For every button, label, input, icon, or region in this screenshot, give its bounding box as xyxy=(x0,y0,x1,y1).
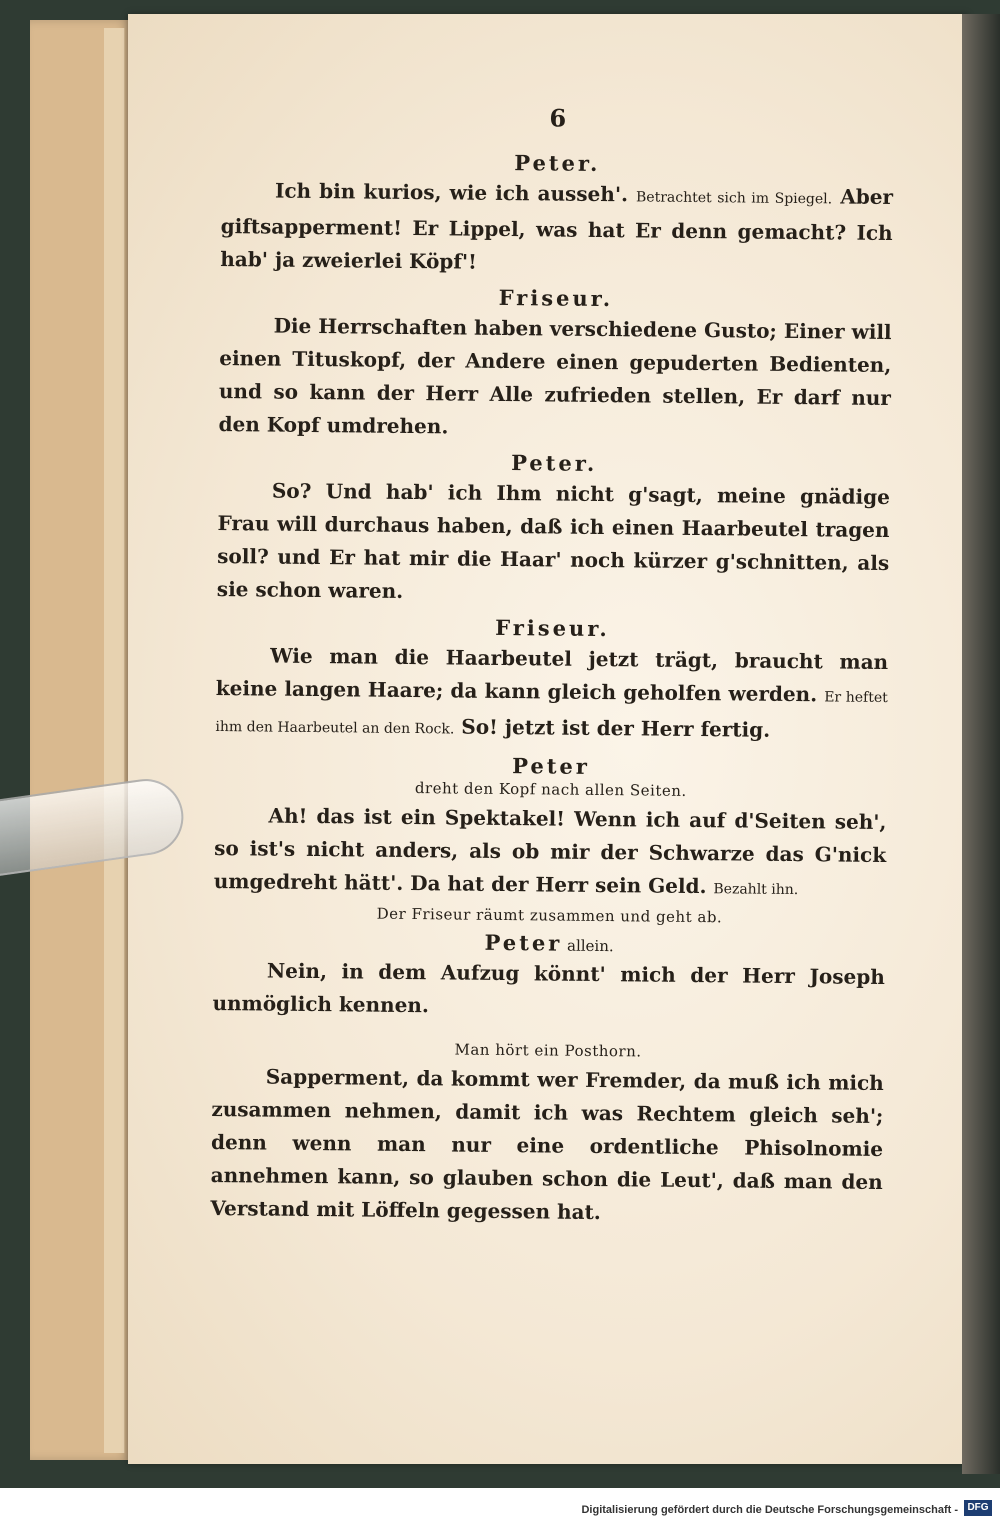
page-stack-edge xyxy=(104,28,125,1453)
dialogue-paragraph: Die Herrschaften haben verschiedene Gusto; Einer will einen Tituskopf, der Andere einen gepuderten Bedienten, und so kann der Herr Alle zufrieden stellen, Er darf nur den Kopf umdrehen. xyxy=(218,313,892,439)
page-content xyxy=(210,100,894,1232)
dialogue-paragraph: Nein, in dem Aufzug könnt' mich der Herr Joseph unmöglich kennen. xyxy=(212,958,885,1018)
speaker-heading: Peter. xyxy=(514,150,601,176)
inline-stage-direction: Bezahlt ihn. xyxy=(713,881,799,899)
dialogue-paragraph: Ich bin kurios, wie ich ausseh'. Betrachtet sich im Spiegel. Aber giftsapperment! Er Lippel, was hat Er denn gemacht? Ich hab' ja zweierlei Köpf'! xyxy=(220,178,894,274)
page-shadow xyxy=(962,14,1000,1474)
speaker-heading: Friseur. xyxy=(498,284,614,312)
page-number: 6 xyxy=(549,103,567,133)
play-text xyxy=(210,147,893,1232)
dfg-logo: DFG xyxy=(964,1500,992,1516)
speaker-heading: Friseur. xyxy=(495,614,610,642)
inline-stage-direction: Betrachtet sich im Spiegel. xyxy=(635,189,833,208)
stage-direction: Man hört ein Posthorn. xyxy=(454,1040,642,1061)
digitization-credit: Digitalisierung gefördert durch die Deutsche Forschungsgemeinschaft - xyxy=(581,1504,958,1516)
dialogue-paragraph: Wie man die Haarbeutel jetzt trägt, braucht man keine langen Haare; da kann gleich geholfen werden. Er heftet ihm den Haarbeutel an den Rock. So! jetzt ist der Herr fertig. xyxy=(215,643,889,742)
dialogue-paragraph: Sapperment, da kommt wer Fremder, da muß ich mich zusammen nehmen, damit ich was Rechtem gleich seh'; denn wenn man nur eine ordentliche Phisolnomie annehmen kann, so glauben schon die Leut', daß man den Verstand mit Löffeln gegessen hat. xyxy=(210,1064,884,1225)
speaker-heading: Peter allein. xyxy=(484,929,614,956)
stage-direction: Der Friseur räumt zusammen und geht ab. xyxy=(376,904,723,927)
speaker-heading: Peter. xyxy=(511,450,598,476)
dialogue-paragraph: Ah! das ist ein Spektakel! Wenn ich auf d'Seiten seh', so ist's nicht anders, als ob mir der Schwarze das G'nick umgedreht hätt'. Da hat der Herr sein Geld. Bezahlt ihn. xyxy=(213,803,887,899)
dialogue-paragraph: So? Und hab' ich Ihm nicht g'sagt, meine gnädige Frau will durchaus haben, daß ich einen Haarbeutel tragen soll? und Er hat mir die Haar' noch kürzer g'schnitten, als sie schon waren. xyxy=(216,478,891,603)
inline-stage-direction: Er heftet ihm den Haarbeutel an den Rock. xyxy=(215,689,888,738)
speaker-heading: Peter xyxy=(512,753,591,779)
stage-direction: dreht den Kopf nach allen Seiten. xyxy=(414,779,687,800)
